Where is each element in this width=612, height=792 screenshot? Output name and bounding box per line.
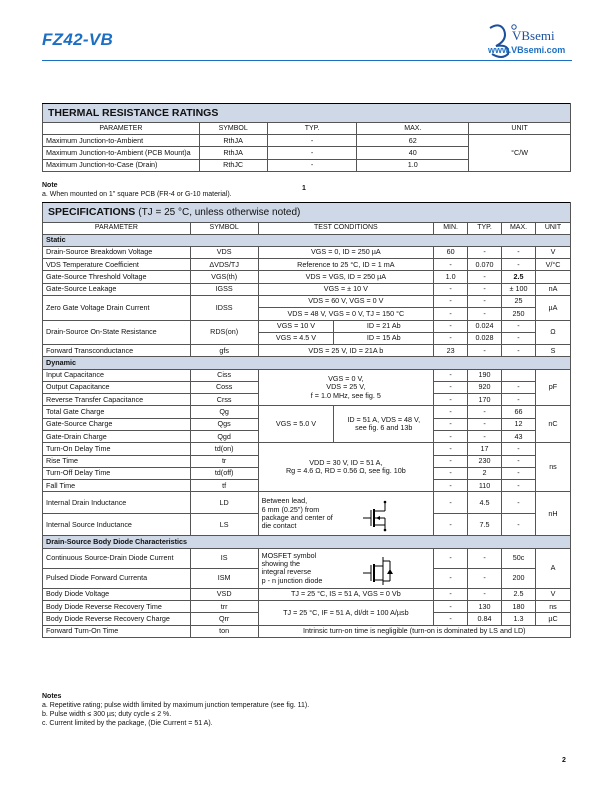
typ: - xyxy=(468,431,502,443)
symbol: td(off) xyxy=(190,467,258,479)
symbol: RthJC xyxy=(199,159,267,171)
symbol: tr xyxy=(190,455,258,467)
min: 60 xyxy=(434,246,468,258)
typ: 920 xyxy=(468,381,502,393)
param: Total Gate Charge xyxy=(43,406,191,418)
unit: S xyxy=(535,345,570,357)
typ: - xyxy=(468,271,502,283)
min: - xyxy=(434,431,468,443)
unit: ns xyxy=(535,601,570,613)
typ: - xyxy=(468,548,502,568)
note-a: a. When mounted on 1" square PCB (FR-4 or G-10 material). xyxy=(42,191,232,198)
col-typ: TYP. xyxy=(468,222,502,234)
unit: nH xyxy=(535,492,570,536)
min: - xyxy=(434,295,468,307)
col-symbol: SYMBOL xyxy=(199,123,267,135)
typ: - xyxy=(468,295,502,307)
col-max: MAX. xyxy=(502,222,536,234)
param: VDS Temperature Coefficient xyxy=(43,259,191,271)
param: Body Diode Reverse Recovery Charge xyxy=(43,613,191,625)
param: Drain-Source On-State Resistance xyxy=(43,320,191,345)
table-row xyxy=(43,295,571,307)
condition: TJ = 25 °C, IS = 51 A, VGS = 0 Vb xyxy=(258,588,434,600)
unit: V/°C xyxy=(535,259,570,271)
min: - xyxy=(434,332,468,344)
mosfet-diode-symbol-icon xyxy=(359,553,393,587)
max: 1.0 xyxy=(357,159,469,171)
typ: 110 xyxy=(468,480,502,492)
min: - xyxy=(434,601,468,613)
typ: 170 xyxy=(468,394,502,406)
param: Zero Gate Voltage Drain Current xyxy=(43,295,191,320)
symbol: Coss xyxy=(190,381,258,393)
condition: Intrinsic turn-on time is negligible (turn-on is dominated by LS and LD) xyxy=(258,625,570,637)
max: - xyxy=(502,443,536,455)
col-parameter: PARAMETER xyxy=(43,222,191,234)
thermal-title: THERMAL RESISTANCE RATINGS xyxy=(43,104,571,123)
typ: 0.84 xyxy=(468,613,502,625)
table-row xyxy=(43,283,571,295)
condition: ID = 51 A, VDS = 48 V, see fig. 6 and 13b xyxy=(334,406,434,443)
col-unit: UNIT xyxy=(469,123,571,135)
unit: pF xyxy=(535,369,570,406)
typ: - xyxy=(267,135,357,147)
max: - xyxy=(502,492,536,514)
param: Pulsed Diode Forward Currenta xyxy=(43,568,191,588)
typ: 0.024 xyxy=(468,320,502,332)
condition: VGS = 4.5 V xyxy=(258,332,334,344)
notes xyxy=(42,692,309,728)
typ: 0.028 xyxy=(468,332,502,344)
min: - xyxy=(434,283,468,295)
col-unit: UNIT xyxy=(535,222,570,234)
condition: ID = 21 Ab xyxy=(334,320,434,332)
condition: Between lead, 6 mm (0.25") from package and center of die contact xyxy=(258,492,434,536)
unit: µA xyxy=(535,295,570,320)
param: Gate-Source Leakage xyxy=(43,283,191,295)
note-b: b. Pulse width ≤ 300 µs; duty cycle ≤ 2 %. xyxy=(42,711,172,718)
min: - xyxy=(434,369,468,381)
unit: nC xyxy=(535,406,570,443)
note-title: Note xyxy=(42,182,58,189)
max: - xyxy=(502,320,536,332)
max: ± 100 xyxy=(502,283,536,295)
min: - xyxy=(434,548,468,568)
param: Internal Source Inductance xyxy=(43,514,191,536)
typ: 0.070 xyxy=(468,259,502,271)
max: - xyxy=(502,381,536,393)
group-diode: Drain-Source Body Diode Characteristics xyxy=(43,536,571,548)
symbol: Qg xyxy=(190,406,258,418)
symbol: IGSS xyxy=(190,283,258,295)
min: 1.0 xyxy=(434,271,468,283)
condition: VGS = 10 V xyxy=(258,320,334,332)
unit: µC xyxy=(535,613,570,625)
param: Maximum Junction-to-Ambient xyxy=(43,135,200,147)
max: 62 xyxy=(357,135,469,147)
symbol: RthJA xyxy=(199,147,267,159)
condition: VDS = 25 V, ID = 21A b xyxy=(258,345,434,357)
symbol: Qgs xyxy=(190,418,258,430)
min: - xyxy=(434,308,468,320)
table-row xyxy=(43,588,571,600)
max: 200 xyxy=(502,568,536,588)
param: Reverse Transfer Capacitance xyxy=(43,394,191,406)
max: - xyxy=(502,259,536,271)
min: - xyxy=(434,320,468,332)
symbol: ΔVDS/TJ xyxy=(190,259,258,271)
max: 50c xyxy=(502,548,536,568)
min: - xyxy=(434,406,468,418)
param: Rise Time xyxy=(43,455,191,467)
thermal-note xyxy=(42,181,232,199)
table-row xyxy=(43,625,571,637)
condition: MOSFET symbol showing the integral reverse p - n junction diode xyxy=(258,548,434,588)
symbol: RDS(on) xyxy=(190,320,258,345)
unit: V xyxy=(535,246,570,258)
spec-title: SPECIFICATIONS (TJ = 25 °C, unless otherwise noted) xyxy=(43,203,571,223)
symbol: IS xyxy=(190,548,258,568)
symbol: LD xyxy=(190,492,258,514)
table-row xyxy=(43,548,571,568)
min: - xyxy=(434,613,468,625)
note-c: c. Current limited by the package, (Die Current = 51 A). xyxy=(42,720,213,727)
col-symbol: SYMBOL xyxy=(190,222,258,234)
unit: Ω xyxy=(535,320,570,345)
symbol: Crss xyxy=(190,394,258,406)
min: - xyxy=(434,492,468,514)
param: Drain-Source Breakdown Voltage xyxy=(43,246,191,258)
condition: VGS = 0, ID = 250 µA xyxy=(258,246,434,258)
page-number: 2 xyxy=(562,757,566,764)
unit: ns xyxy=(535,443,570,492)
min: - xyxy=(434,418,468,430)
logo-text: VBsemi xyxy=(512,28,555,43)
condition: VGS = 0 V, VDS = 25 V, f = 1.0 MHz, see fig. 5 xyxy=(258,369,434,406)
min: - xyxy=(434,467,468,479)
table-row xyxy=(43,345,571,357)
typ: - xyxy=(468,418,502,430)
symbol: td(on) xyxy=(190,443,258,455)
group-static: Static xyxy=(43,234,571,246)
min: - xyxy=(434,443,468,455)
typ: 230 xyxy=(468,455,502,467)
max: 43 xyxy=(502,431,536,443)
table-row xyxy=(43,443,571,455)
param: Turn-On Delay Time xyxy=(43,443,191,455)
min: 23 xyxy=(434,345,468,357)
max: 1.3 xyxy=(502,613,536,625)
typ: 17 xyxy=(468,443,502,455)
symbol: gfs xyxy=(190,345,258,357)
min: - xyxy=(434,394,468,406)
symbol: tf xyxy=(190,480,258,492)
col-max: MAX. xyxy=(357,123,469,135)
symbol: VDS xyxy=(190,246,258,258)
min: - xyxy=(434,588,468,600)
condition: VGS = ± 10 V xyxy=(258,283,434,295)
unit: °C/W xyxy=(469,135,571,172)
note-a: a. Repetitive rating; pulse width limited by maximum junction temperature (see fig. 11). xyxy=(42,702,310,709)
typ: - xyxy=(468,588,502,600)
symbol: ton xyxy=(190,625,258,637)
typ: - xyxy=(468,283,502,295)
max: 250 xyxy=(502,308,536,320)
condition: VDS = 60 V, VGS = 0 V xyxy=(258,295,434,307)
group-dynamic: Dynamic xyxy=(43,357,571,369)
typ: - xyxy=(468,406,502,418)
symbol: LS xyxy=(190,514,258,536)
min: - xyxy=(434,381,468,393)
condition: ID = 15 Ab xyxy=(334,332,434,344)
max: - xyxy=(502,394,536,406)
col-parameter: PARAMETER xyxy=(43,123,200,135)
condition: VDS = VGS, ID = 250 µA xyxy=(258,271,434,283)
symbol: trr xyxy=(190,601,258,613)
param: Continuous Source-Drain Diode Current xyxy=(43,548,191,568)
min: - xyxy=(434,259,468,271)
typ: - xyxy=(468,308,502,320)
typ: - xyxy=(267,159,357,171)
param: Turn-Off Delay Time xyxy=(43,467,191,479)
param: Maximum Junction-to-Ambient (PCB Mount)a xyxy=(43,147,200,159)
param: Forward Turn-On Time xyxy=(43,625,191,637)
symbol: Qgd xyxy=(190,431,258,443)
col-test-conditions: TEST CONDITIONS xyxy=(258,222,434,234)
table-row xyxy=(43,259,571,271)
table-row xyxy=(43,406,571,418)
max: 180 xyxy=(502,601,536,613)
max xyxy=(502,369,536,381)
table-row xyxy=(43,492,571,514)
max: 2.5 xyxy=(502,271,536,283)
website-url[interactable]: www.VBsemi.com xyxy=(488,45,566,55)
typ: 190 xyxy=(468,369,502,381)
typ: 7.5 xyxy=(468,514,502,536)
param: Body Diode Reverse Recovery Time xyxy=(43,601,191,613)
param: Fall Time xyxy=(43,480,191,492)
max: - xyxy=(502,246,536,258)
max: - xyxy=(502,455,536,467)
max: - xyxy=(502,480,536,492)
thermal-resistance-table xyxy=(42,103,571,172)
typ: 2 xyxy=(468,467,502,479)
notes-title: Notes xyxy=(42,693,62,700)
symbol: VSD xyxy=(190,588,258,600)
condition: VDD = 30 V, ID = 51 A, Rg = 4.6 Ω, RD = 0.56 Ω, see fig. 10b xyxy=(258,443,434,492)
param: Body Diode Voltage xyxy=(43,588,191,600)
condition: TJ = 25 °C, IF = 51 A, dI/dt = 100 A/µsb xyxy=(258,601,434,626)
unit: V xyxy=(535,588,570,600)
typ: 130 xyxy=(468,601,502,613)
table-row xyxy=(43,271,571,283)
min: - xyxy=(434,455,468,467)
symbol: Qrr xyxy=(190,613,258,625)
typ: - xyxy=(267,147,357,159)
document-title: FZ42-VB xyxy=(42,30,114,49)
param: Gate-Source Threshold Voltage xyxy=(43,271,191,283)
typ: - xyxy=(468,345,502,357)
param: Input Capacitance xyxy=(43,369,191,381)
param: Output Capacitance xyxy=(43,381,191,393)
typ: - xyxy=(468,246,502,258)
unit xyxy=(535,271,570,283)
max: - xyxy=(502,514,536,536)
typ: - xyxy=(468,568,502,588)
param: Internal Drain Inductance xyxy=(43,492,191,514)
param: Gate-Drain Charge xyxy=(43,431,191,443)
max: - xyxy=(502,332,536,344)
max: 66 xyxy=(502,406,536,418)
specifications-table xyxy=(42,202,571,638)
param: Gate-Source Charge xyxy=(43,418,191,430)
symbol: RthJA xyxy=(199,135,267,147)
max: 12 xyxy=(502,418,536,430)
table-row xyxy=(43,320,571,332)
typ: 4.5 xyxy=(468,492,502,514)
mosfet-symbol-icon xyxy=(359,498,393,532)
min: - xyxy=(434,514,468,536)
condition: Reference to 25 °C, ID = 1 mA xyxy=(258,259,434,271)
condition: VGS = 5.0 V xyxy=(258,406,334,443)
table-row xyxy=(43,135,571,147)
max: - xyxy=(502,467,536,479)
symbol: IDSS xyxy=(190,295,258,320)
param: Forward Transconductance xyxy=(43,345,191,357)
min: - xyxy=(434,480,468,492)
page-mark: 1 xyxy=(302,185,306,192)
min: - xyxy=(434,568,468,588)
unit: A xyxy=(535,548,570,588)
symbol: VGS(th) xyxy=(190,271,258,283)
condition: VDS = 48 V, VGS = 0 V, TJ = 150 °C xyxy=(258,308,434,320)
symbol: ISM xyxy=(190,568,258,588)
col-min: MIN. xyxy=(434,222,468,234)
col-typ: TYP. xyxy=(267,123,357,135)
table-row xyxy=(43,369,571,381)
table-row xyxy=(43,246,571,258)
symbol: Ciss xyxy=(190,369,258,381)
max: - xyxy=(502,345,536,357)
unit: nA xyxy=(535,283,570,295)
max: 25 xyxy=(502,295,536,307)
max: 40 xyxy=(357,147,469,159)
param: Maximum Junction-to-Case (Drain) xyxy=(43,159,200,171)
header-divider xyxy=(42,60,572,61)
table-row xyxy=(43,601,571,613)
max: 2.5 xyxy=(502,588,536,600)
